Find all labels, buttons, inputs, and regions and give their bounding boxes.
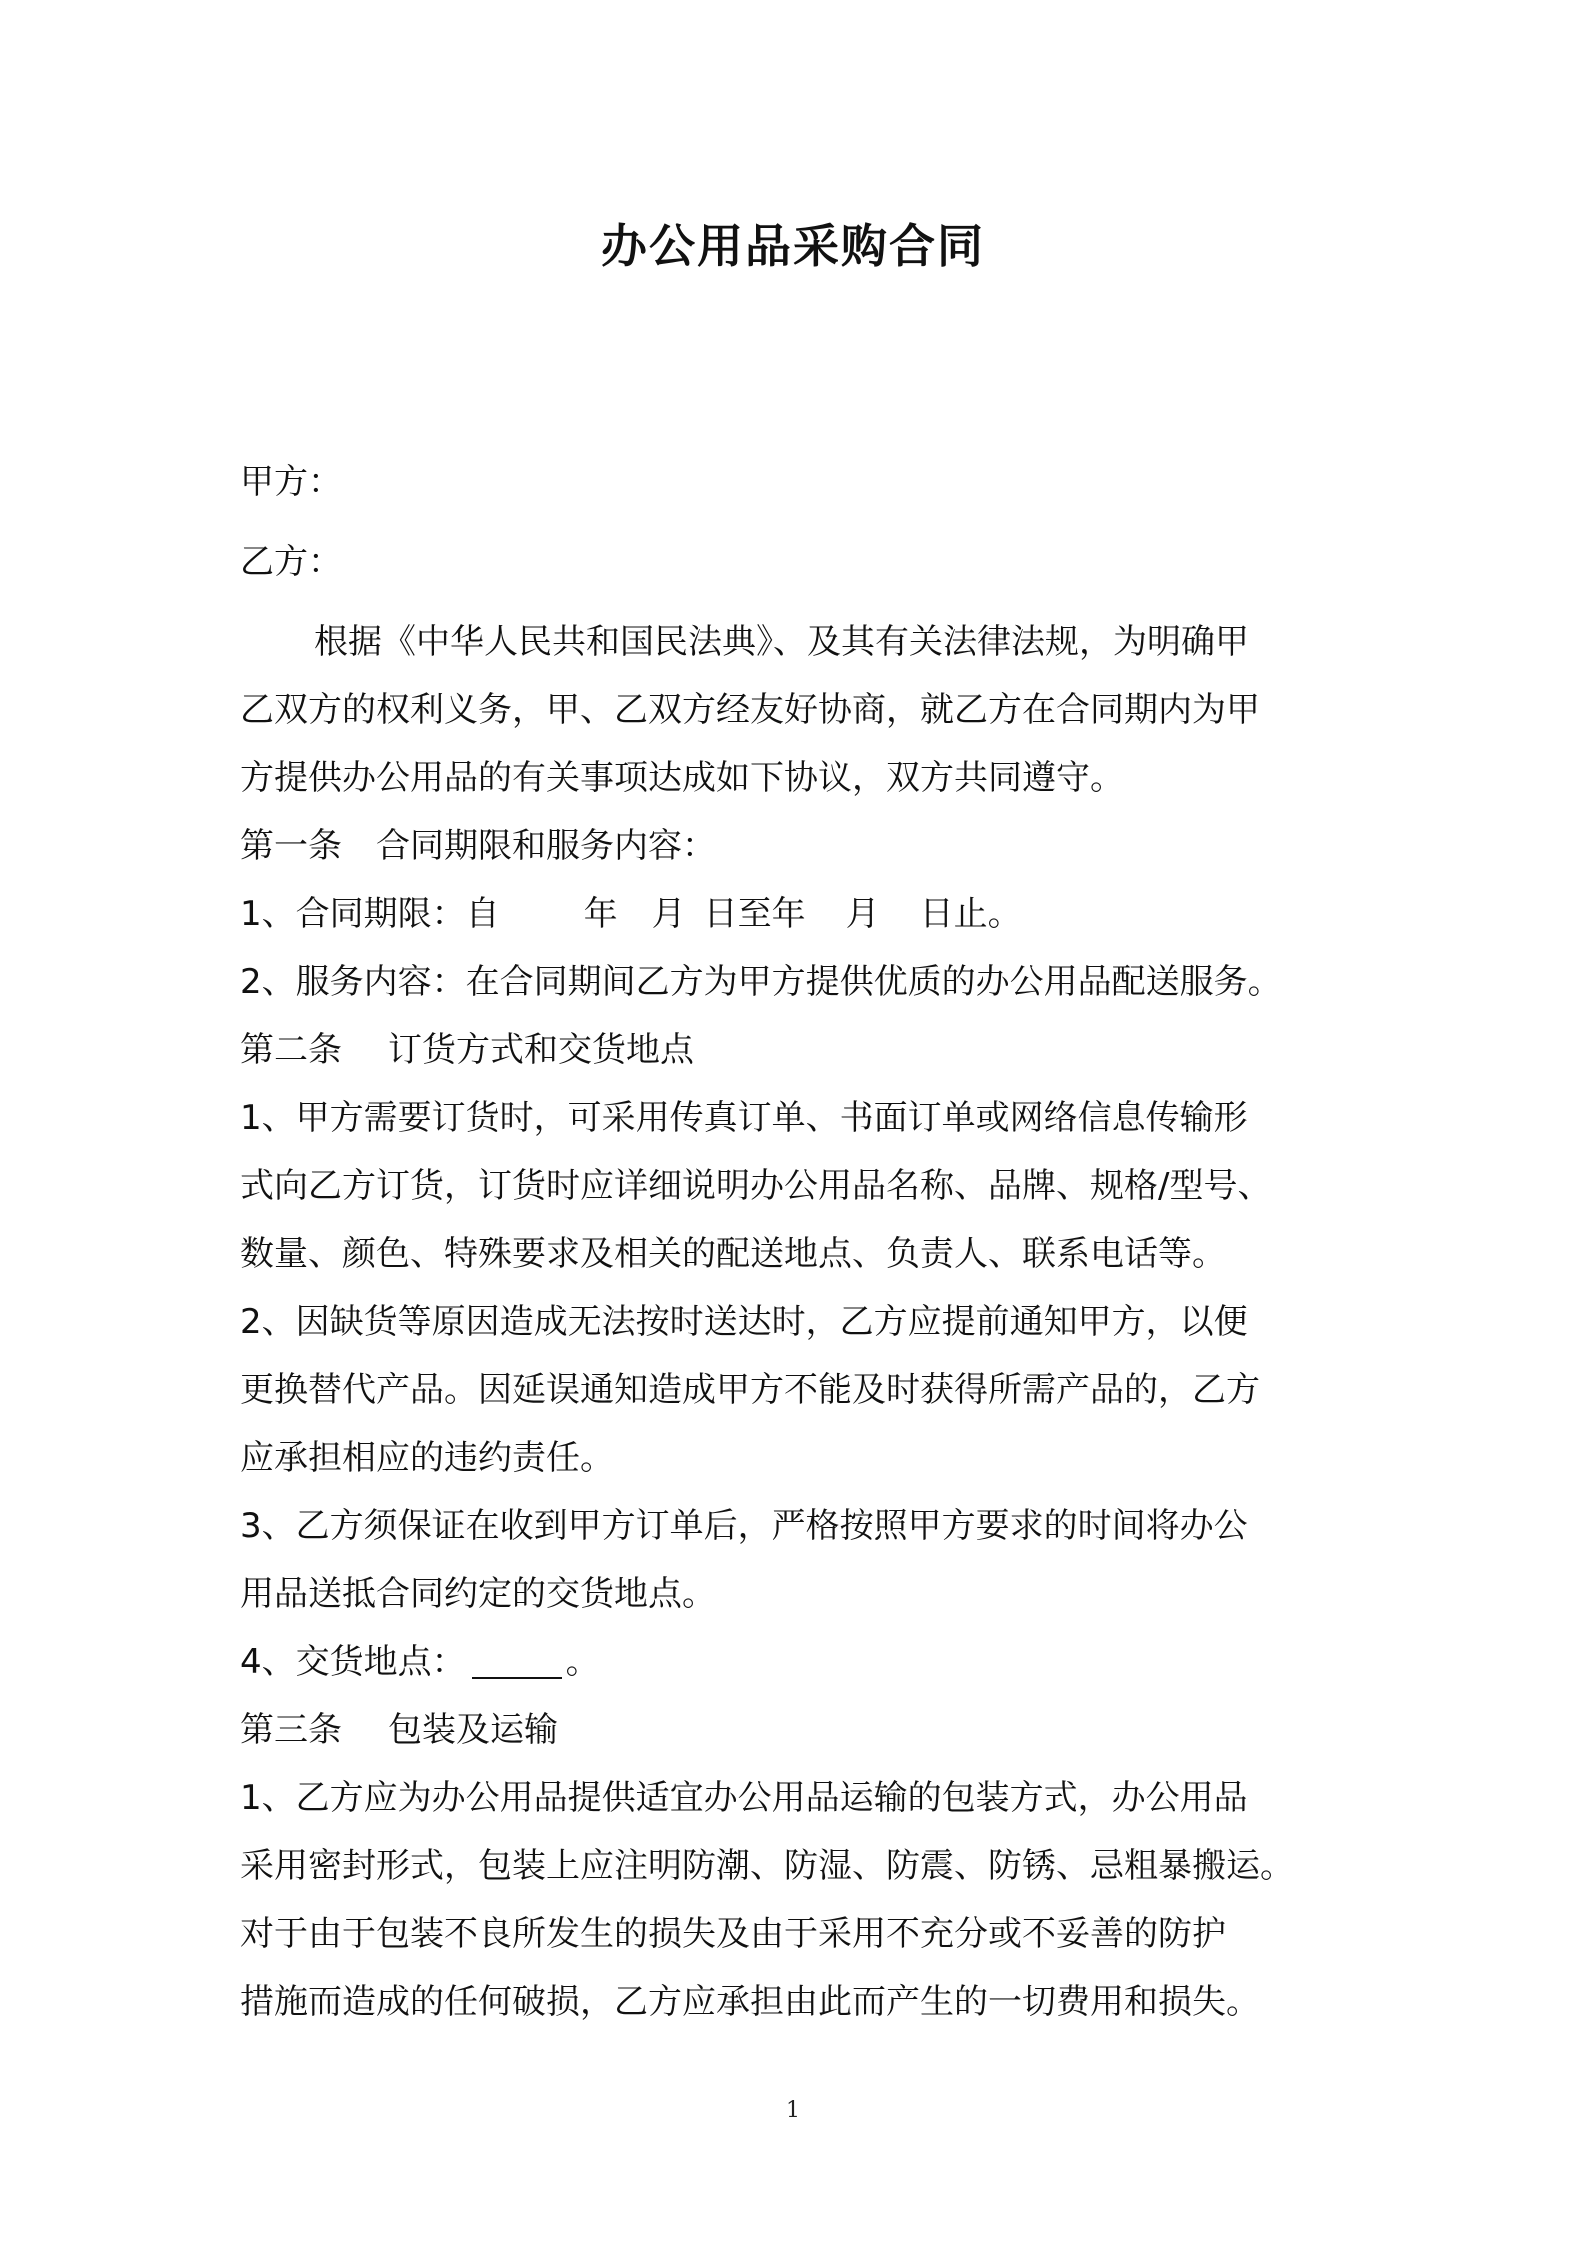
delivery-location-line <box>240 1628 1360 1696</box>
document-title: 办公用品采购合同 <box>601 219 985 273</box>
term-year: 年 <box>583 894 618 934</box>
document-body <box>240 448 1360 2036</box>
delivery-location-end: 。 <box>565 1642 600 1682</box>
term-day-to: 日至年 <box>703 894 806 934</box>
article-2-p3-line-1: 3、乙方须保证在收到甲方订单后，严格按照甲方要求的时间将办公 <box>240 1506 1248 1546</box>
article-2-p2-line-1: 2、因缺货等原因造成无法按时送达时，乙方应提前通知甲方，以便 <box>240 1302 1248 1342</box>
intro-line-2: 乙双方的权利义务，甲、乙双方经友好协商，就乙方在合同期内为甲 <box>240 690 1260 730</box>
intro-line-1: 根据《中华人民共和国民法典》、及其有关法律法规，为明确甲 <box>314 622 1249 662</box>
article-2-number: 第二条 <box>240 1030 342 1070</box>
article-2-p1-line-2: 式向乙方订货，订货时应详细说明办公用品名称、品牌、规格/型号、 <box>240 1166 1272 1206</box>
article-3-number: 第三条 <box>240 1710 342 1750</box>
article-1-number: 第一条 <box>240 826 342 866</box>
contract-term-line <box>240 880 1360 948</box>
intro-line-3: 方提供办公用品的有关事项达成如下协议，双方共同遵守。 <box>240 758 1124 798</box>
article-3-p1-line-3: 对于由于包装不良所发生的损失及由于采用不充分或不妥善的防护 <box>240 1914 1226 1954</box>
service-content-line: 2、服务内容：在合同期间乙方为甲方提供优质的办公用品配送服务。 <box>240 962 1282 1002</box>
delivery-location-label: 4、交货地点： <box>240 1642 466 1682</box>
article-3-p1-line-1: 1、乙方应为办公用品提供适宜办公用品运输的包装方式，办公用品 <box>240 1778 1248 1818</box>
article-2-p1-line-3: 数量、颜色、特殊要求及相关的配送地点、负责人、联系电话等。 <box>240 1234 1226 1274</box>
delivery-location-blank <box>472 1639 562 1679</box>
term-month: 月 <box>651 894 686 934</box>
article-2-p2-line-3: 应承担相应的违约责任。 <box>240 1438 614 1478</box>
article-3-heading <box>240 1696 1360 1764</box>
article-3-title: 包装及运输 <box>388 1710 558 1750</box>
article-1-title: 合同期限和服务内容： <box>376 826 716 866</box>
party-a-line: 甲方： <box>240 462 342 502</box>
article-3-p1-line-4: 措施而造成的任何破损，乙方应承担由此而产生的一切费用和损失。 <box>240 1982 1260 2022</box>
term-month-2: 月 <box>845 894 880 934</box>
article-2-title: 订货方式和交货地点 <box>388 1030 694 1070</box>
page-number: 1 <box>786 2098 800 2123</box>
party-b-line: 乙方： <box>240 542 342 582</box>
term-prefix: 1、合同期限：自 <box>240 894 500 934</box>
article-1-heading <box>240 812 1360 880</box>
article-2-p2-line-2: 更换替代产品。因延误通知造成甲方不能及时获得所需产品的，乙方 <box>240 1370 1260 1410</box>
article-2-heading <box>240 1016 1360 1084</box>
article-2-p1-line-1: 1、甲方需要订货时，可采用传真订单、书面订单或网络信息传输形 <box>240 1098 1248 1138</box>
article-2-p3-line-2: 用品送抵合同约定的交货地点。 <box>240 1574 716 1614</box>
term-end: 日止。 <box>919 894 1022 934</box>
article-3-p1-line-2: 采用密封形式，包装上应注明防潮、防湿、防震、防锈、忌粗暴搬运。 <box>240 1846 1294 1886</box>
